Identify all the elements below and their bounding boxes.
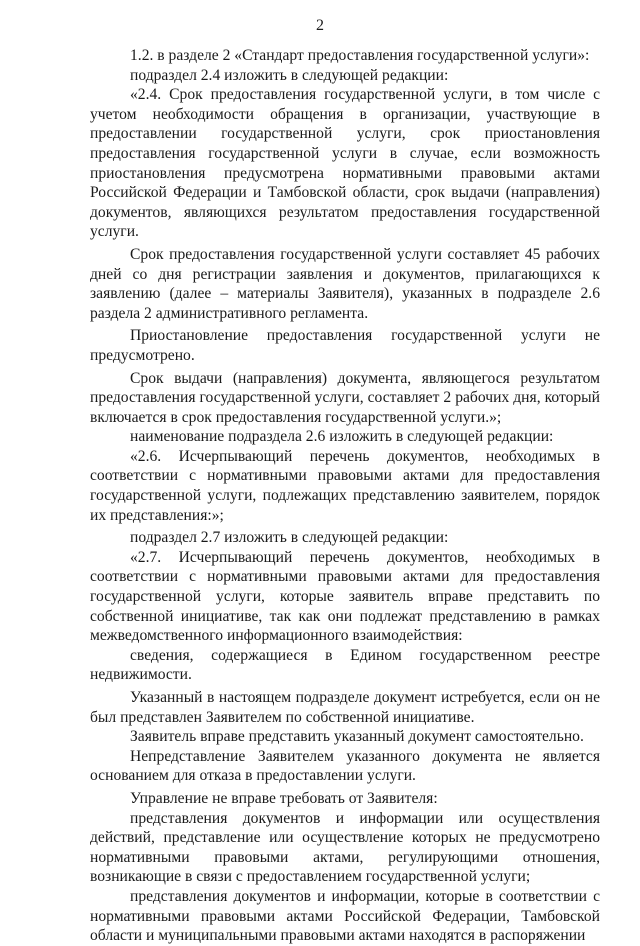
paragraph-service-term: Срок предоставления государственной услуги составляет 45 рабочих дней со дня регистрации заявления и документов, прилагающихся к заявлению (далее – материалы Заявителя), указанных в подразделе 2.6 раздела 2 административного регламента. — [90, 245, 600, 322]
paragraph-prohibition-2: представления документов и информации, которые в соответствии с нормативными правовыми актами Российской Федерации, Тамбовской области и муниципальными правовыми актами находятся в распоряжении — [90, 887, 600, 945]
paragraph-document-request: Указанный в настоящем подразделе документ истребуется, если он не был представлен Заявителем по собственной инициативе. — [90, 689, 600, 726]
paragraph-issuance-term: Срок выдачи (направления) документа, являющегося результатом предоставления государственной услуги, составляет 2 рабочих дня, который включается в срок предоставления государственной услуги.»; — [90, 369, 600, 426]
paragraph-subsection-2-4-intro: подраздел 2.4 изложить в следующей редакции: — [130, 66, 449, 84]
paragraph-2-6-heading: «2.6. Исчерпывающий перечень документов, необходимых в соответствии с нормативными правовыми актами для предоставления государственной услуги, подлежащих представлению заявителем, порядок их представления:»; — [90, 447, 600, 524]
paragraph-suspension: Приостановление предоставления государственной услуги не предусмотрено. — [90, 327, 600, 364]
document-body — [90, 46, 600, 946]
page-number: 2 — [316, 17, 324, 34]
paragraph-subsection-2-7-intro: подраздел 2.7 изложить в следующей редакции: — [130, 529, 449, 547]
paragraph-prohibition-1: представления документов и информации или осуществления действий, представление или осуществление которых не предусмотрено нормативными правовыми актами, регулирующими отношения, возникающие в связи с предоставлением государственной услуги; — [90, 809, 600, 886]
paragraph-prohibitions-intro: Управление не вправе требовать от Заявителя: — [130, 789, 438, 807]
paragraph-non-submission: Непредставление Заявителем указанного документа не является основанием для отказа в предоставлении услуги. — [90, 747, 600, 785]
paragraph-1-2-section-2: 1.2. в разделе 2 «Стандарт предоставления государственной услуги»: — [130, 47, 590, 64]
paragraph-2-4-heading: «2.4. Срок предоставления государственной услуги, в том числе с учетом необходимости обращения в организации, участвующие в предоставлении государственной услуги, срок приостановления предоставления государственной услуги в случае, если возможность приостановления предусмотрена нормативными правовыми актами Российской Федерации и Тамбовской области, срок выдачи (направления) документов, являющихся результатом предоставления государственной услуги. — [90, 86, 600, 241]
paragraph-self-submission: Заявитель вправе представить указанный документ самостоятельно. — [130, 728, 584, 746]
paragraph-2-7-heading: «2.7. Исчерпывающий перечень документов, необходимых в соответствии с нормативными правовыми актами для предоставления государственной услуги, которые заявитель вправе представить по собственной инициативе, так как они подлежат представлению в рамках межведомственного информационного взаимодействия: — [90, 548, 600, 645]
paragraph-subsection-2-6-title-intro: наименование подраздела 2.6 изложить в следующей редакции: — [130, 428, 554, 446]
paragraph-registry-info: сведения, содержащиеся в Едином государственном реестре недвижимости. — [90, 646, 600, 684]
